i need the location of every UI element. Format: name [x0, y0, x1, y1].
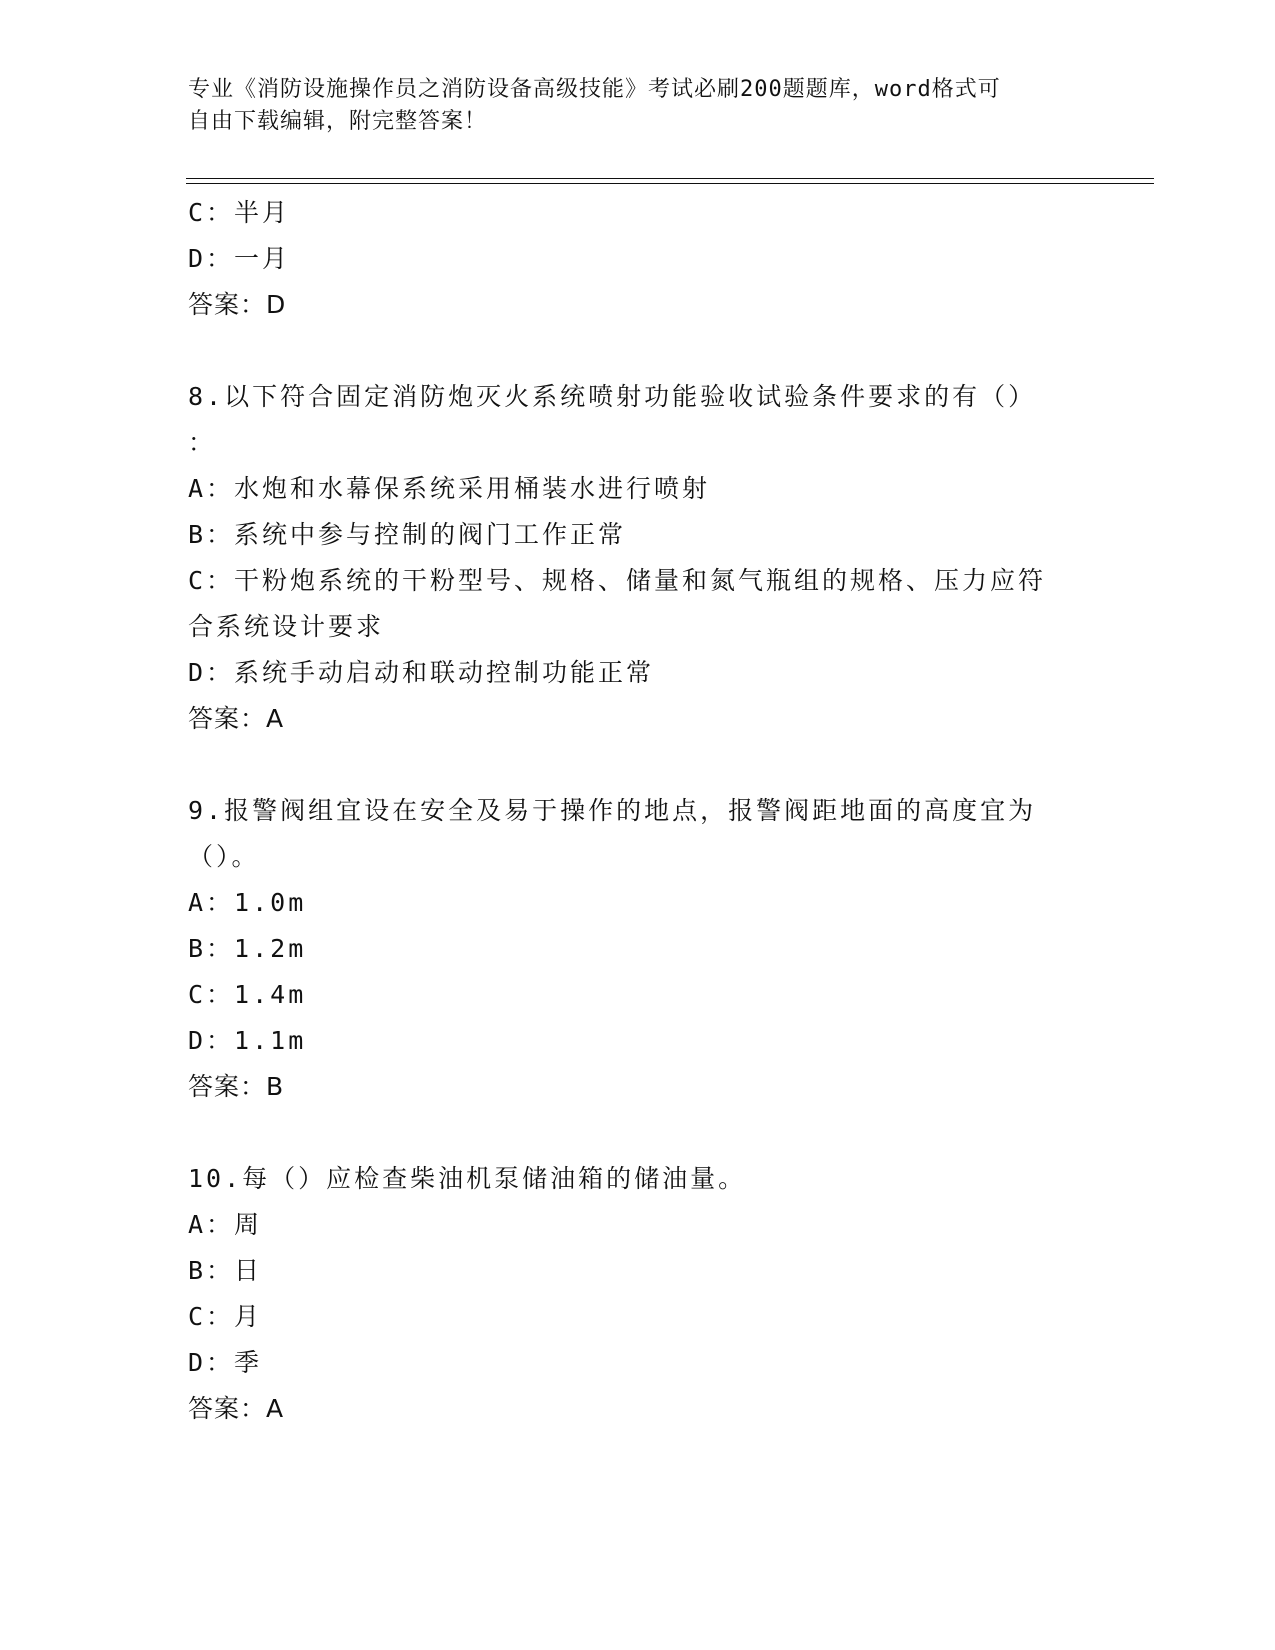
spacer — [188, 328, 1088, 374]
question-stem-continued: ： — [188, 428, 217, 457]
option-c: C：干粉炮系统的干粉型号、规格、储量和氮气瓶组的规格、压力应符 — [188, 566, 1047, 595]
answer-line: 答案：D — [188, 290, 287, 319]
option-b: B：系统中参与控制的阀门工作正常 — [188, 520, 627, 549]
question-10 — [188, 1156, 1088, 1432]
answer-line: 答案：B — [188, 1072, 285, 1101]
spacer — [188, 742, 1088, 788]
option-b: B：1.2m — [188, 934, 307, 963]
question-stem: 8.以下符合固定消防炮灭火系统喷射功能验收试验条件要求的有（） — [188, 382, 1037, 411]
question-list — [188, 190, 1088, 1432]
question-stem: 10.每（）应检查柴油机泵储油箱的储油量。 — [188, 1164, 747, 1193]
question-7-tail — [188, 190, 1088, 328]
header-line-2: 自由下载编辑，附完整答案！ — [188, 109, 488, 134]
option-b: B：日 — [188, 1256, 263, 1285]
option-d: D：系统手动启动和联动控制功能正常 — [188, 658, 655, 687]
option-a: A：1.0m — [188, 888, 307, 917]
option-d: D：季 — [188, 1348, 263, 1377]
question-8 — [188, 374, 1088, 742]
question-9 — [188, 788, 1088, 1110]
document-header — [188, 74, 1068, 138]
answer-line: 答案：A — [188, 1394, 285, 1423]
question-stem-continued: （）。 — [188, 842, 260, 871]
option-c: C：月 — [188, 1302, 263, 1331]
spacer — [188, 1110, 1088, 1156]
option-c: C：半月 — [188, 198, 291, 227]
option-a: A：周 — [188, 1210, 263, 1239]
header-divider-bottom — [186, 183, 1154, 184]
header-divider-top — [186, 178, 1154, 179]
header-line-1: 专业《消防设施操作员之消防设备高级技能》考试必刷200题题库，word格式可 — [188, 77, 1001, 102]
answer-line: 答案：A — [188, 704, 285, 733]
question-stem: 9.报警阀组宜设在安全及易于操作的地点，报警阀距地面的高度宜为 — [188, 796, 1037, 825]
option-d: D：一月 — [188, 244, 291, 273]
option-c: C：1.4m — [188, 980, 307, 1009]
option-a: A：水炮和水幕保系统采用桶装水进行喷射 — [188, 474, 711, 503]
option-c-continued: 合系统设计要求 — [188, 612, 385, 641]
option-d: D：1.1m — [188, 1026, 307, 1055]
